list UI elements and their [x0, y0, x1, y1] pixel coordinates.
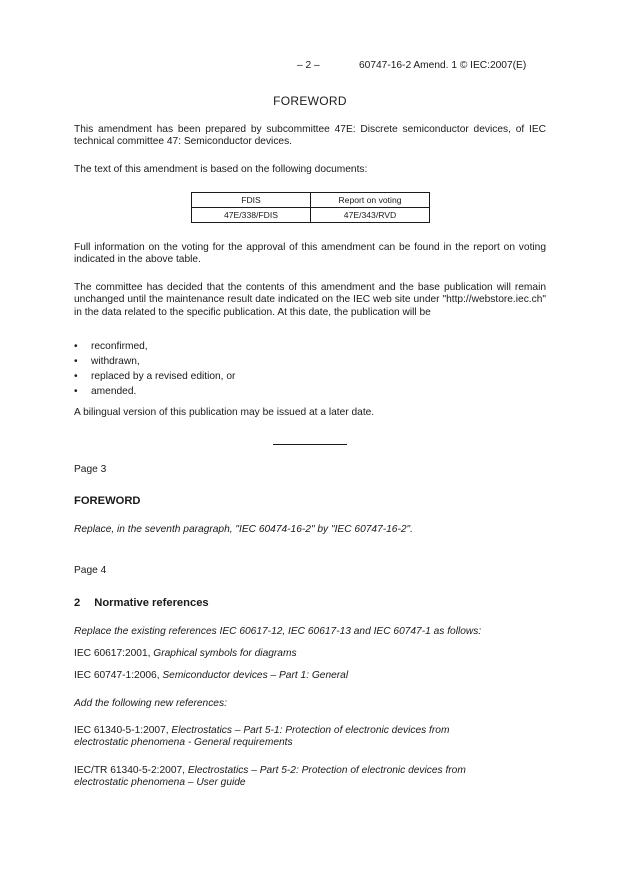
reference-entry — [74, 670, 554, 682]
reference-title: Graphical symbols for diagrams — [153, 648, 297, 659]
reference-title-line: electrostatic phenomena – User guide — [74, 777, 246, 789]
table-header-cell: FDIS — [192, 193, 311, 208]
table-cell: 47E/343/RVD — [311, 208, 430, 223]
section-title: Normative references — [94, 597, 209, 609]
paragraph-bilingual: A bilingual version of this publication may be issued at a later date. — [74, 407, 375, 418]
list-item — [74, 341, 544, 356]
page-number: – 2 – — [297, 60, 320, 71]
reference-entry — [74, 648, 554, 660]
bullet-icon: • — [74, 386, 78, 397]
bullet-icon: • — [74, 356, 78, 367]
foreword-replace-instruction: Replace, in the seventh paragraph, "IEC 60474-16-2" by "IEC 60747-16-2". — [74, 524, 413, 535]
add-references-instruction: Add the following new references: — [74, 698, 227, 709]
reference-title: Semiconductor devices – Part 1: General — [162, 670, 349, 681]
page-4-label: Page 4 — [74, 565, 107, 576]
new-reference-entry — [74, 765, 554, 790]
reference-title-line: Electrostatics – Part 5-1: Protection of electronic devices from — [171, 725, 450, 736]
foreword-heading: FOREWORD — [74, 495, 141, 507]
document-identifier: 60747-16-2 Amend. 1 © IEC:2007(E) — [359, 60, 527, 71]
list-item-text: replaced by a revised edition, or — [91, 371, 236, 382]
paragraph-committee-decision: The committee has decided that the contents of this amendment and the base publication will remain unchanged until the maintenance result date indicated on the IEC web site under "http://webstore.iec.ch" in the data related to the specific publication. At this date, the publication will be — [74, 282, 546, 318]
table-row — [192, 208, 430, 223]
list-item — [74, 356, 544, 371]
page-header — [0, 60, 620, 74]
list-item-text: amended. — [91, 386, 137, 397]
separator-rule — [273, 444, 347, 445]
publication-status-list — [74, 341, 544, 401]
list-item-text: reconfirmed, — [91, 341, 148, 352]
reference-title-line: electrostatic phenomena - General requirements — [74, 737, 293, 749]
section-2-heading — [74, 597, 209, 609]
section-number: 2 — [74, 597, 81, 609]
table-header-row — [192, 193, 430, 208]
reference-id: IEC 61340-5-1:2007, — [74, 725, 172, 736]
reference-id: IEC 60747-1:2006, — [74, 670, 163, 681]
reference-id: IEC 60617:2001, — [74, 648, 154, 659]
page-3-label: Page 3 — [74, 464, 107, 475]
list-item — [74, 371, 544, 386]
paragraph-prepared-by: This amendment has been prepared by subcommittee 47E: Discrete semiconductor devices, of IEC technical committee 47: Semiconductor devices. — [74, 124, 546, 148]
voting-documents-table — [191, 192, 430, 223]
paragraph-voting-info: Full information on the voting for the approval of this amendment can be found in the report on voting indicated in the above table. — [74, 242, 546, 266]
table-header-cell: Report on voting — [311, 193, 430, 208]
list-item-text: withdrawn, — [91, 356, 140, 367]
bullet-icon: • — [74, 371, 78, 382]
reference-title-line: Electrostatics – Part 5-2: Protection of electronic devices from — [187, 765, 466, 776]
reference-id: IEC/TR 61340-5-2:2007, — [74, 765, 188, 776]
foreword-title: FOREWORD — [273, 94, 347, 108]
replace-references-instruction: Replace the existing references IEC 60617-12, IEC 60617-13 and IEC 60747-1 as follows: — [74, 626, 482, 637]
table-cell: 47E/338/FDIS — [192, 208, 311, 223]
list-item — [74, 386, 544, 401]
paragraph-based-on: The text of this amendment is based on the following documents: — [74, 164, 368, 175]
bullet-icon: • — [74, 341, 78, 352]
new-reference-entry — [74, 725, 554, 750]
